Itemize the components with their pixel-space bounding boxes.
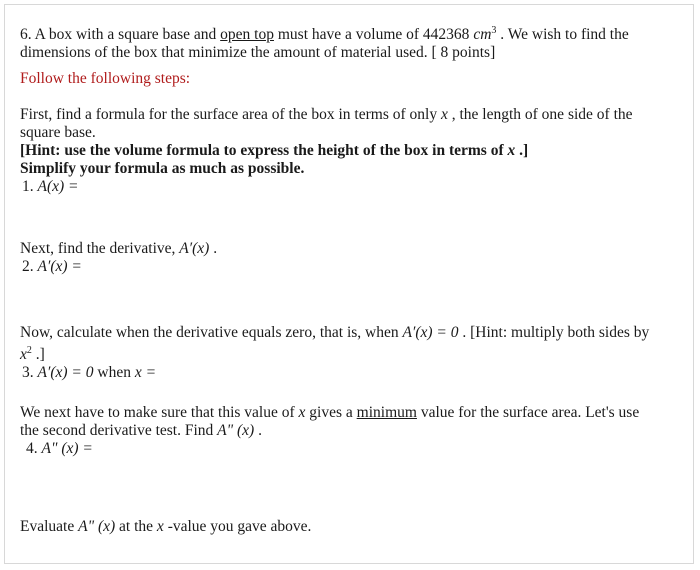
step3-when: when xyxy=(93,364,135,382)
step4-var: x xyxy=(298,404,306,422)
step3-text: Now, calculate when the derivative equals zero, that is, when xyxy=(20,324,403,342)
step2-end: . xyxy=(209,240,218,258)
step5-function: A" (x) xyxy=(78,518,116,536)
step5-text-2: at the xyxy=(115,518,157,536)
step4-end: . xyxy=(254,422,262,440)
step4-function: A" (x) xyxy=(217,422,255,440)
step3-equation: A′(x) = 0 xyxy=(37,364,94,382)
step3-number: 3. xyxy=(22,364,38,382)
statement-open-top: open top xyxy=(220,26,274,44)
step4-number: 4. xyxy=(26,440,42,458)
step5-end: -value you gave above. xyxy=(163,518,312,536)
step2-answer-line xyxy=(22,258,660,276)
step4-minimum: minimum xyxy=(356,404,417,422)
hint-end: .] xyxy=(515,142,529,160)
problem-document xyxy=(20,22,660,536)
step1-text-end: , the length of one side of the square base. xyxy=(20,106,633,142)
step1-number: 1. xyxy=(22,178,38,196)
statement-end: . We wish to find the dimensions of the box that minimize the amount of material used. [ 8 points] xyxy=(20,26,629,62)
statement-text: 6. A box with a square base and xyxy=(20,26,221,44)
step3-exponent: 2 xyxy=(26,345,32,357)
statement-unit-exponent: 3 xyxy=(491,25,497,36)
step5-var: x xyxy=(156,518,164,536)
step2-equation: A′(x) = xyxy=(37,258,82,276)
statement-volume: must have a volume of 442368 xyxy=(273,26,474,44)
step3-instruction xyxy=(20,324,660,364)
step3-hint: . [Hint: multiply both sides by xyxy=(458,324,650,342)
step4-equation: A" (x) = xyxy=(41,440,93,458)
step1-var: x xyxy=(440,106,448,124)
statement-unit: cm xyxy=(473,26,492,44)
step2-function: A′(x) xyxy=(179,240,210,258)
hint-var: x xyxy=(507,142,516,160)
hint-text: [Hint: use the volume formula to express the height of the box in terms of xyxy=(20,142,508,160)
step4-instruction xyxy=(20,404,660,440)
step4-answer-line xyxy=(26,440,660,458)
step1-hint xyxy=(20,142,660,160)
step3-x-equals: x = xyxy=(134,364,157,382)
problem-statement xyxy=(20,22,660,62)
step3-answer-line xyxy=(22,364,660,382)
step3-function: A′(x) = 0 xyxy=(402,324,459,342)
step1-text: First, find a formula for the surface area of the box in terms of only xyxy=(20,106,441,124)
step4-text: We next have to make sure that this value of xyxy=(20,404,299,422)
step1-function: A(x) = xyxy=(37,178,79,196)
step1-answer-line xyxy=(22,178,660,196)
step2-instruction xyxy=(20,240,660,258)
step3-end: .] xyxy=(31,346,45,364)
step4-text-3: value for the surface area. Let's use the second derivative test. Find xyxy=(20,404,640,440)
step4-text-2: gives a xyxy=(305,404,357,422)
step1-instruction xyxy=(20,106,660,142)
steps-heading: Follow the following steps: xyxy=(20,70,191,88)
step2-number: 2. xyxy=(22,258,38,276)
step5-instruction xyxy=(20,518,660,536)
step3-var: x xyxy=(20,346,27,364)
step5-text: Evaluate xyxy=(20,518,79,536)
step2-text: Next, find the derivative, xyxy=(20,240,180,258)
step1-simplify: Simplify your formula as much as possible. xyxy=(20,160,305,178)
